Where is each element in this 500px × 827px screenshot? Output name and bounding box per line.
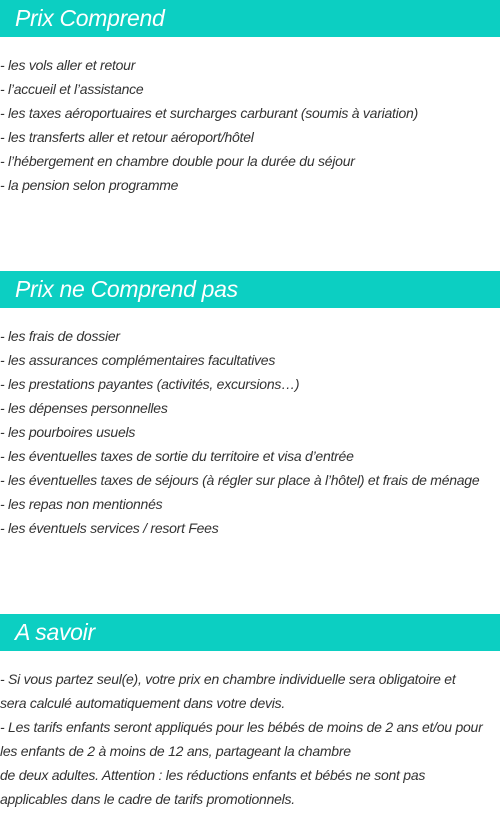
paragraph-line: - Les tarifs enfants seront appliqués pour les bébés de moins de 2 ans et/ou pour bbox=[0, 719, 483, 735]
list-item: - l’hébergement en chambre double pour la durée du séjour bbox=[0, 153, 355, 169]
paragraph-line: de deux adultes. Attention : les réductions enfants et bébés ne sont pas bbox=[0, 767, 426, 783]
list-item: - les éventuelles taxes de séjours (à régler sur place à l’hôtel) et frais de ménage bbox=[0, 472, 480, 488]
list-item: - l’accueil et l’assistance bbox=[0, 81, 144, 97]
list-item: - les éventuels services / resort Fees bbox=[0, 520, 219, 536]
paragraph-line: - Si vous partez seul(e), votre prix en chambre individuelle sera obligatoire et bbox=[0, 671, 456, 687]
list-prix-ne-comprend-pas bbox=[0, 324, 500, 540]
list-item: - les pourboires usuels bbox=[0, 424, 136, 440]
list-item: - les transferts aller et retour aéroport/hôtel bbox=[0, 129, 254, 145]
list-item: - les repas non mentionnés bbox=[0, 496, 163, 512]
list-item: - les éventuelles taxes de sortie du territoire et visa d’entrée bbox=[0, 448, 354, 464]
section-header-prix-ne-comprend-pas: Prix ne Comprend pas bbox=[0, 271, 500, 308]
list-item: - les vols aller et retour bbox=[0, 57, 136, 73]
list-item: - les frais de dossier bbox=[0, 328, 120, 344]
list-prix-comprend bbox=[0, 53, 500, 197]
list-item: - les taxes aéroportuaires et surcharges carburant (soumis à variation) bbox=[0, 105, 418, 121]
list-item: - les assurances complémentaires facultatives bbox=[0, 352, 276, 368]
list-item: - les prestations payantes (activités, excursions…) bbox=[0, 376, 300, 392]
section-header-prix-comprend: Prix Comprend bbox=[0, 0, 500, 37]
list-item: - les dépenses personnelles bbox=[0, 400, 168, 416]
section-header-a-savoir: A savoir bbox=[0, 614, 500, 651]
paragraph-line: les enfants de 2 à moins de 12 ans, partageant la chambre bbox=[0, 743, 351, 759]
list-item: - la pension selon programme bbox=[0, 177, 179, 193]
paragraph-line: applicables dans le cadre de tarifs promotionnels. bbox=[0, 791, 295, 807]
a-savoir-paragraph bbox=[0, 667, 500, 811]
paragraph-line: sera calculé automatiquement dans votre devis. bbox=[0, 695, 285, 711]
